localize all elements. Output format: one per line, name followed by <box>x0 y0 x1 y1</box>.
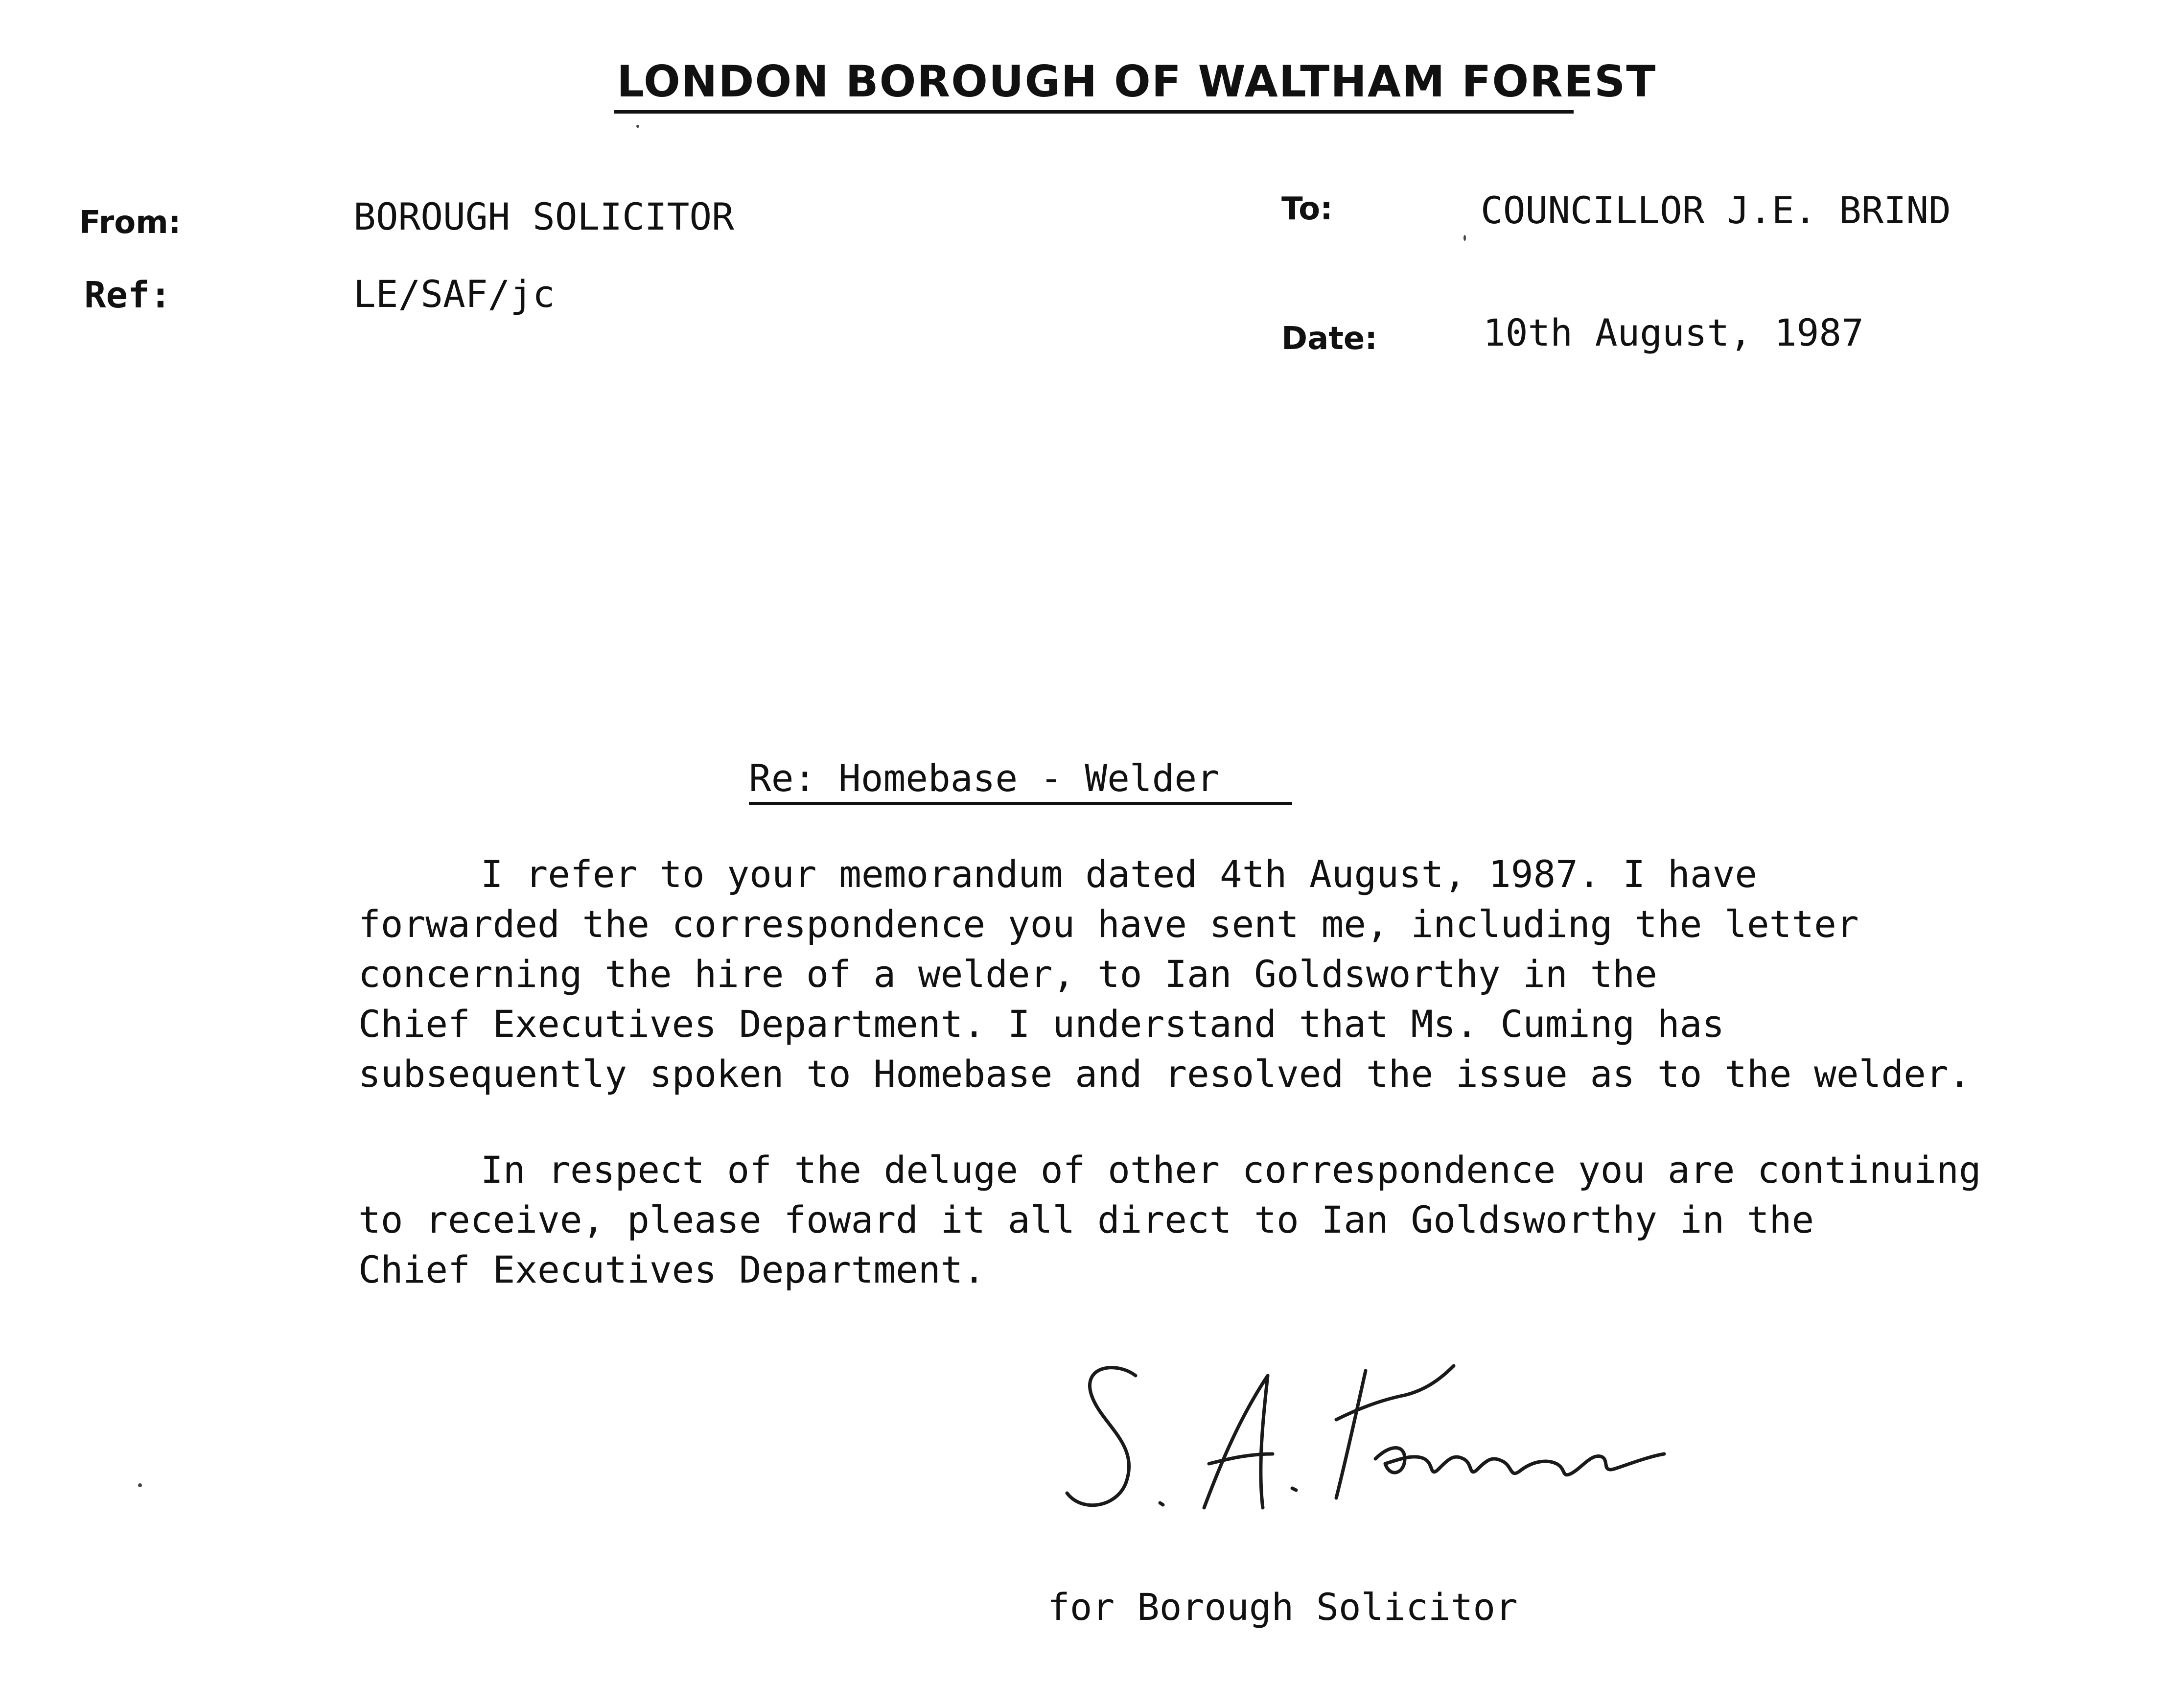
from-label: From: <box>79 205 181 241</box>
to-value: COUNCILLOR J.E. BRIND <box>1481 188 1951 232</box>
subject-line: Re: Homebase - Welder <box>749 756 1219 800</box>
scan-speck <box>636 125 639 128</box>
body-line: to receive, please foward it all direct to Ian Goldsworthy in the <box>358 1198 1814 1241</box>
body-line: Chief Executives Department. I understand that Ms. Cuming has <box>358 1002 1725 1046</box>
body-line: subsequently spoken to Homebase and resolved the issue as to the welder. <box>358 1052 1971 1096</box>
body-line: concerning the hire of a welder, to Ian Goldsworthy in the <box>358 952 1657 996</box>
memo-title: LONDON BOROUGH OF WALTHAM FOREST <box>617 56 1657 107</box>
scan-speck <box>1463 235 1466 241</box>
date-label: Date: <box>1281 321 1377 357</box>
body-line: Chief Executives Department. <box>358 1248 986 1291</box>
ref-value: LE/SAF/jc <box>353 272 555 316</box>
date-value: 10th August, 1987 <box>1483 311 1864 354</box>
subject-underline <box>749 802 1292 805</box>
title-underline <box>614 110 1574 114</box>
ref-label: Ref: <box>84 274 172 316</box>
handwritten-signature <box>1062 1361 1718 1547</box>
signature-capacity: for Borough Solicitor <box>1047 1585 1518 1629</box>
from-value: BOROUGH SOLICITOR <box>353 195 734 238</box>
body-line: In respect of the deluge of other correspondence you are continuing <box>481 1148 1981 1192</box>
body-line: forwarded the correspondence you have sent me, including the letter <box>358 902 1859 946</box>
to-label: To: <box>1281 191 1333 227</box>
scan-speck <box>138 1483 142 1487</box>
body-line: I refer to your memorandum dated 4th August, 1987. I have <box>481 852 1758 896</box>
